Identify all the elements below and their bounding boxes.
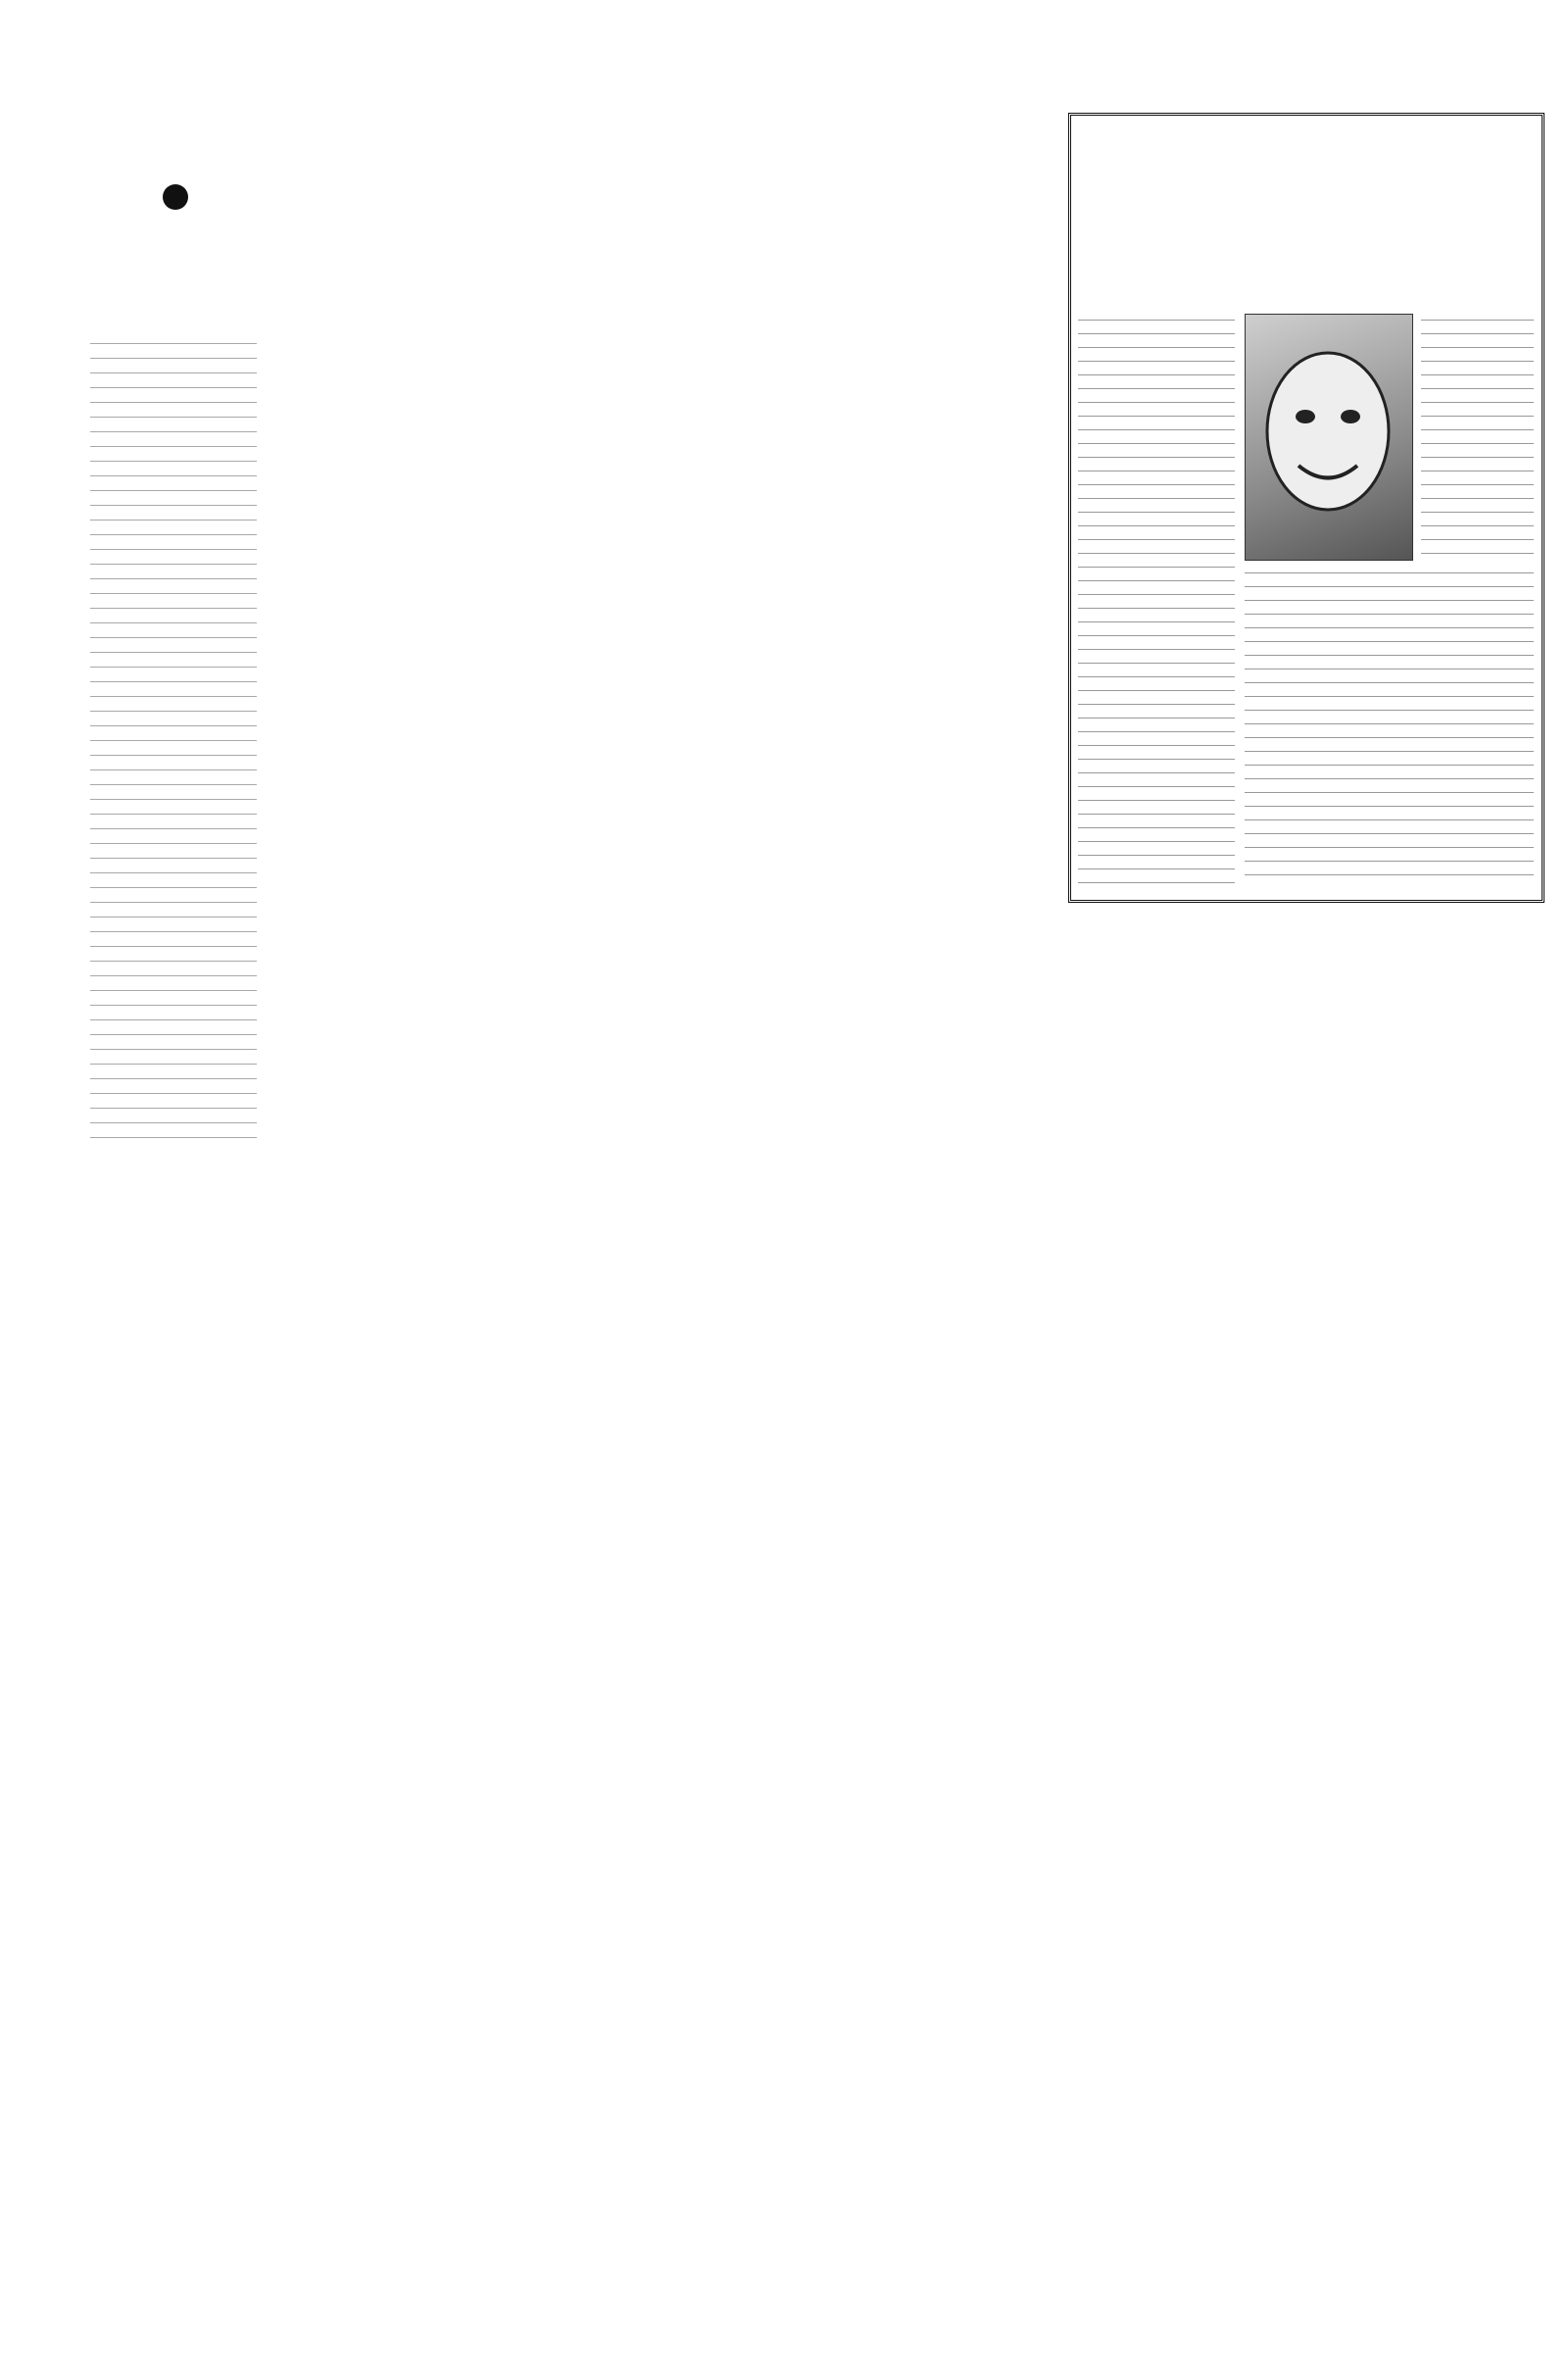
carnival-text-col-2 bbox=[1421, 316, 1534, 561]
carnival-mask-eye-right bbox=[1341, 410, 1360, 423]
headline-bullet bbox=[163, 184, 188, 210]
carnival-photo-illustration bbox=[1245, 314, 1411, 559]
body-text-col-1 bbox=[90, 338, 257, 1152]
carnival-mask-face bbox=[1267, 353, 1389, 510]
carnival-mask-eye-left bbox=[1296, 410, 1315, 423]
carnival-text-col-1 bbox=[1078, 316, 1235, 884]
carnival-text-col-3 bbox=[1245, 569, 1534, 882]
